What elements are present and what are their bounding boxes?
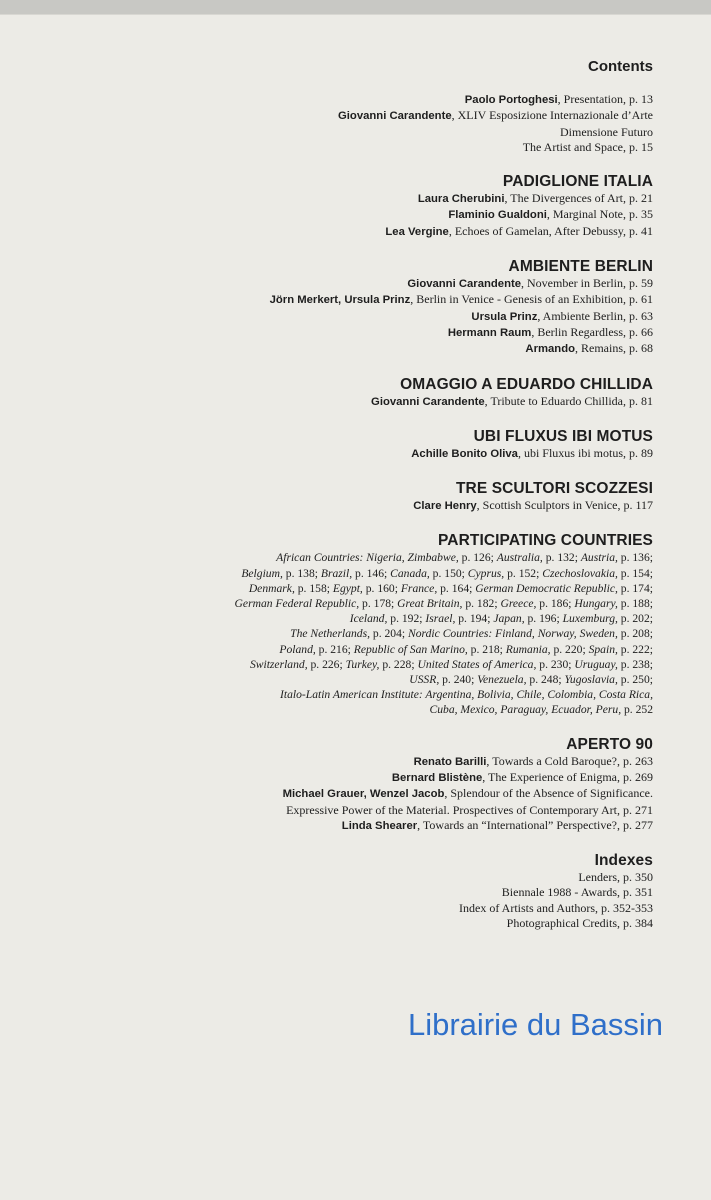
contents-title: Contents xyxy=(588,58,653,75)
entry-text: , Towards an “International” Perspective?, p. 277 xyxy=(417,817,653,832)
toc-entry xyxy=(93,498,653,514)
page-ref: p. 250; xyxy=(617,673,653,687)
entry-author: Jörn Merkert, Ursula Prinz xyxy=(269,294,411,307)
entry-text: The Artist and Space, p. 15 xyxy=(522,139,653,154)
entry-text: Dimensione Futuro xyxy=(560,124,653,139)
country-name: Great Britain, xyxy=(397,597,463,611)
section-title: TRE SCULTORI SCOZZESI xyxy=(455,480,653,498)
page-ref: p. 204; xyxy=(370,627,409,641)
entry-author: Armando xyxy=(525,343,575,356)
index-entry: Biennale 1988 - Awards, p. 351 xyxy=(501,885,653,900)
toc-entry xyxy=(93,224,653,240)
page-ref: p. 132; xyxy=(542,551,581,565)
toc-entry xyxy=(93,125,653,140)
document-page xyxy=(0,14,711,1200)
country-name: Austria, xyxy=(580,551,618,565)
section-participating-countries xyxy=(93,532,653,717)
toc-entry xyxy=(93,292,653,308)
entry-author: Renato Barilli xyxy=(413,755,487,768)
section-title: PARTICIPATING COUNTRIES xyxy=(438,532,653,550)
countries-line xyxy=(93,566,653,581)
country-name: Czechoslovakia, xyxy=(542,566,618,580)
entry-text: Expressive Power of the Material. Prospectives of Contemporary Art, p. 271 xyxy=(286,802,653,817)
countries-line xyxy=(93,702,653,717)
page-ref: p. 226; xyxy=(307,657,346,671)
page-ref: p. 188; xyxy=(617,597,653,611)
country-name: Italo-Latin American Institute: Argentina, Bolivia, Chile, Colombia, Costa Rica, xyxy=(279,688,653,702)
page-ref: p. 196; xyxy=(524,612,563,626)
toc-entry xyxy=(93,207,653,223)
country-name: Rumania, xyxy=(505,642,551,656)
entry-author: Michael Grauer, Wenzel Jacob xyxy=(282,788,445,801)
entry-text: , Presentation, p. 13 xyxy=(557,92,653,106)
toc-section xyxy=(93,173,653,240)
country-name: France, xyxy=(400,581,438,595)
aperto-entries xyxy=(93,754,653,834)
page-ref: p. 160; xyxy=(362,581,401,595)
entry-author: Clare Henry xyxy=(413,500,477,513)
index-entry: Lenders, p. 350 xyxy=(578,870,653,885)
country-name: Luxemburg, xyxy=(562,612,618,626)
countries-line xyxy=(93,672,653,687)
entry-author: Ursula Prinz xyxy=(471,310,538,323)
entry-text: , The Divergences of Art, p. 21 xyxy=(504,191,653,206)
toc-entry xyxy=(93,803,653,818)
toc-section xyxy=(93,376,653,410)
toc-entry xyxy=(93,191,653,207)
entry-text: , Marginal Note, p. 35 xyxy=(546,207,653,222)
country-name: German Federal Republic, xyxy=(234,597,360,611)
country-name: United States of America, xyxy=(417,657,537,671)
toc-entry xyxy=(93,341,653,357)
toc-entry xyxy=(93,276,653,292)
watermark-text: Librairie du Bassin xyxy=(407,1007,663,1042)
page-ref: p. 182; xyxy=(462,597,501,611)
section-indexes xyxy=(93,852,653,931)
entry-author: Giovanni Carandente xyxy=(371,395,485,408)
page-ref: p. 178; xyxy=(359,597,398,611)
page-ref: p. 138; xyxy=(282,566,321,580)
countries-line xyxy=(93,550,653,565)
entry-text: , Splendour of the Absence of Significance. xyxy=(444,786,653,801)
entry-text: , Ambiente Berlin, p. 63 xyxy=(537,308,653,323)
country-name: Poland, xyxy=(279,642,316,656)
toc-entry xyxy=(93,446,653,462)
country-name: Switzerland, xyxy=(249,657,308,671)
toc-entry xyxy=(93,754,653,770)
country-name: African Countries: Nigeria, Zimbabwe, xyxy=(276,551,459,565)
entry-text: , XLIV Esposizione Internazionale d’Arte xyxy=(451,108,653,123)
page-ref: p. 126; xyxy=(458,551,497,565)
toc-entry xyxy=(93,770,653,786)
entry-author: Laura Cherubini xyxy=(417,193,505,206)
entry-author: Flaminio Gualdoni xyxy=(448,209,547,222)
country-name: Australia, xyxy=(496,551,543,565)
entry-author: Hermann Raum xyxy=(447,326,532,339)
entry-author: Giovanni Carandente xyxy=(407,278,522,291)
toc-entry xyxy=(93,325,653,341)
country-name: Iceland, xyxy=(349,612,388,626)
entry-author: Achille Bonito Oliva xyxy=(411,447,518,460)
countries-line xyxy=(93,581,653,596)
entry-text: , Towards a Cold Baroque?, p. 263 xyxy=(486,753,653,768)
sections-list xyxy=(93,173,653,514)
entry-author: Linda Shearer xyxy=(341,819,418,832)
entry-author: Paolo Portoghesi xyxy=(464,94,558,106)
page-ref: p. 228; xyxy=(379,657,418,671)
page-ref: p. 164; xyxy=(437,581,476,595)
indexes-entries xyxy=(93,870,653,931)
country-name: Hungary, xyxy=(574,597,618,611)
page-ref: p. 216; xyxy=(315,642,354,656)
page-ref: p. 220; xyxy=(550,642,589,656)
country-name: Cuba, Mexico, Paraguay, Ecuador, Peru, xyxy=(429,703,622,717)
page-ref: p. 186; xyxy=(536,597,575,611)
indexes-title: Indexes xyxy=(594,852,653,870)
page-ref: p. 150; xyxy=(429,566,468,580)
section-title: AMBIENTE BERLIN xyxy=(508,258,653,276)
section-title: PADIGLIONE ITALIA xyxy=(502,173,653,191)
page-ref: p. 248; xyxy=(526,673,565,687)
entry-text: , Tribute to Eduardo Chillida, p. 81 xyxy=(484,393,653,408)
country-name: USSR, xyxy=(409,673,440,687)
front-matter xyxy=(93,92,653,155)
table-of-contents xyxy=(93,58,653,949)
page-ref: p. 202; xyxy=(617,612,653,626)
country-name: Canada, xyxy=(390,566,430,580)
page-ref: p. 158; xyxy=(294,581,333,595)
toc-entry xyxy=(93,92,653,108)
entry-text: , Echoes of Gamelan, After Debussy, p. 41 xyxy=(448,223,653,238)
country-name: Brazil, xyxy=(320,566,353,580)
entry-text: , November in Berlin, p. 59 xyxy=(521,276,653,291)
section-title: OMAGGIO A EDUARDO CHILLIDA xyxy=(400,375,653,393)
country-name: The Netherlands, xyxy=(290,627,370,641)
page-ref: p. 136; xyxy=(617,551,653,565)
entry-author: Bernard Blistène xyxy=(391,771,483,784)
entry-text: , Remains, p. 68 xyxy=(575,341,653,356)
countries-line xyxy=(93,626,653,641)
countries-list xyxy=(93,550,653,717)
entry-author: Lea Vergine xyxy=(385,225,449,238)
page-ref: p. 174; xyxy=(617,581,653,595)
page-ref: p. 222; xyxy=(617,642,653,656)
country-name: German Democratic Republic, xyxy=(475,581,618,595)
section-aperto xyxy=(93,736,653,834)
country-name: Belgium, xyxy=(241,566,283,580)
toc-entry xyxy=(93,394,653,410)
countries-line xyxy=(93,657,653,672)
country-name: Uruguay, xyxy=(574,657,618,671)
section-title: UBI FLUXUS IBI MOTUS xyxy=(473,427,653,445)
page-ref: p. 230; xyxy=(536,657,575,671)
countries-line xyxy=(93,611,653,626)
entry-text: , ubi Fluxus ibi motus, p. 89 xyxy=(517,445,653,460)
index-entry: Index of Artists and Authors, p. 352-353 xyxy=(459,900,653,915)
country-name: Nordic Countries: Finland, Norway, Sweden, xyxy=(408,627,618,641)
entry-author: Giovanni Carandente xyxy=(338,110,452,123)
country-name: Turkey, xyxy=(345,657,380,671)
page-ref: p. 238; xyxy=(617,657,653,671)
country-name: Yugoslavia, xyxy=(564,673,618,687)
page-ref: p. 252 xyxy=(621,703,653,717)
index-entry: Photographical Credits, p. 384 xyxy=(506,916,653,931)
country-name: Venezuela, xyxy=(477,673,527,687)
country-name: Japan, xyxy=(493,612,525,626)
entry-text: , The Experience of Enigma, p. 269 xyxy=(482,769,653,784)
page-ref: p. 218; xyxy=(467,642,506,656)
countries-line xyxy=(93,687,653,702)
country-name: Cyprus, xyxy=(467,566,505,580)
country-name: Greece, xyxy=(500,597,537,611)
page-ref: p. 152; xyxy=(504,566,543,580)
country-name: Spain, xyxy=(588,642,618,656)
country-name: Denmark, xyxy=(248,581,295,595)
country-name: Israel, xyxy=(425,612,456,626)
page-ref: p. 194; xyxy=(455,612,494,626)
countries-line xyxy=(93,642,653,657)
toc-entry xyxy=(93,108,653,124)
toc-section xyxy=(93,480,653,514)
page-ref: p. 146; xyxy=(352,566,391,580)
countries-line xyxy=(93,596,653,611)
toc-section xyxy=(93,428,653,462)
toc-entry xyxy=(93,818,653,834)
page-ref: p. 154; xyxy=(617,566,653,580)
toc-section xyxy=(93,258,653,357)
page-ref: p. 240; xyxy=(439,673,478,687)
toc-entry xyxy=(93,140,653,155)
entry-text: , Scottish Sculptors in Venice, p. 117 xyxy=(476,498,653,513)
country-name: Republic of San Marino, xyxy=(353,642,468,656)
section-title: APERTO 90 xyxy=(566,735,653,753)
entry-text: , Berlin Regardless, p. 66 xyxy=(531,324,653,339)
entry-text: , Berlin in Venice - Genesis of an Exhibition, p. 61 xyxy=(410,292,653,307)
country-name: Egypt, xyxy=(332,581,363,595)
toc-entry xyxy=(93,309,653,325)
page-ref: p. 208; xyxy=(617,627,653,641)
toc-entry xyxy=(93,786,653,802)
page-ref: p. 192; xyxy=(387,612,426,626)
